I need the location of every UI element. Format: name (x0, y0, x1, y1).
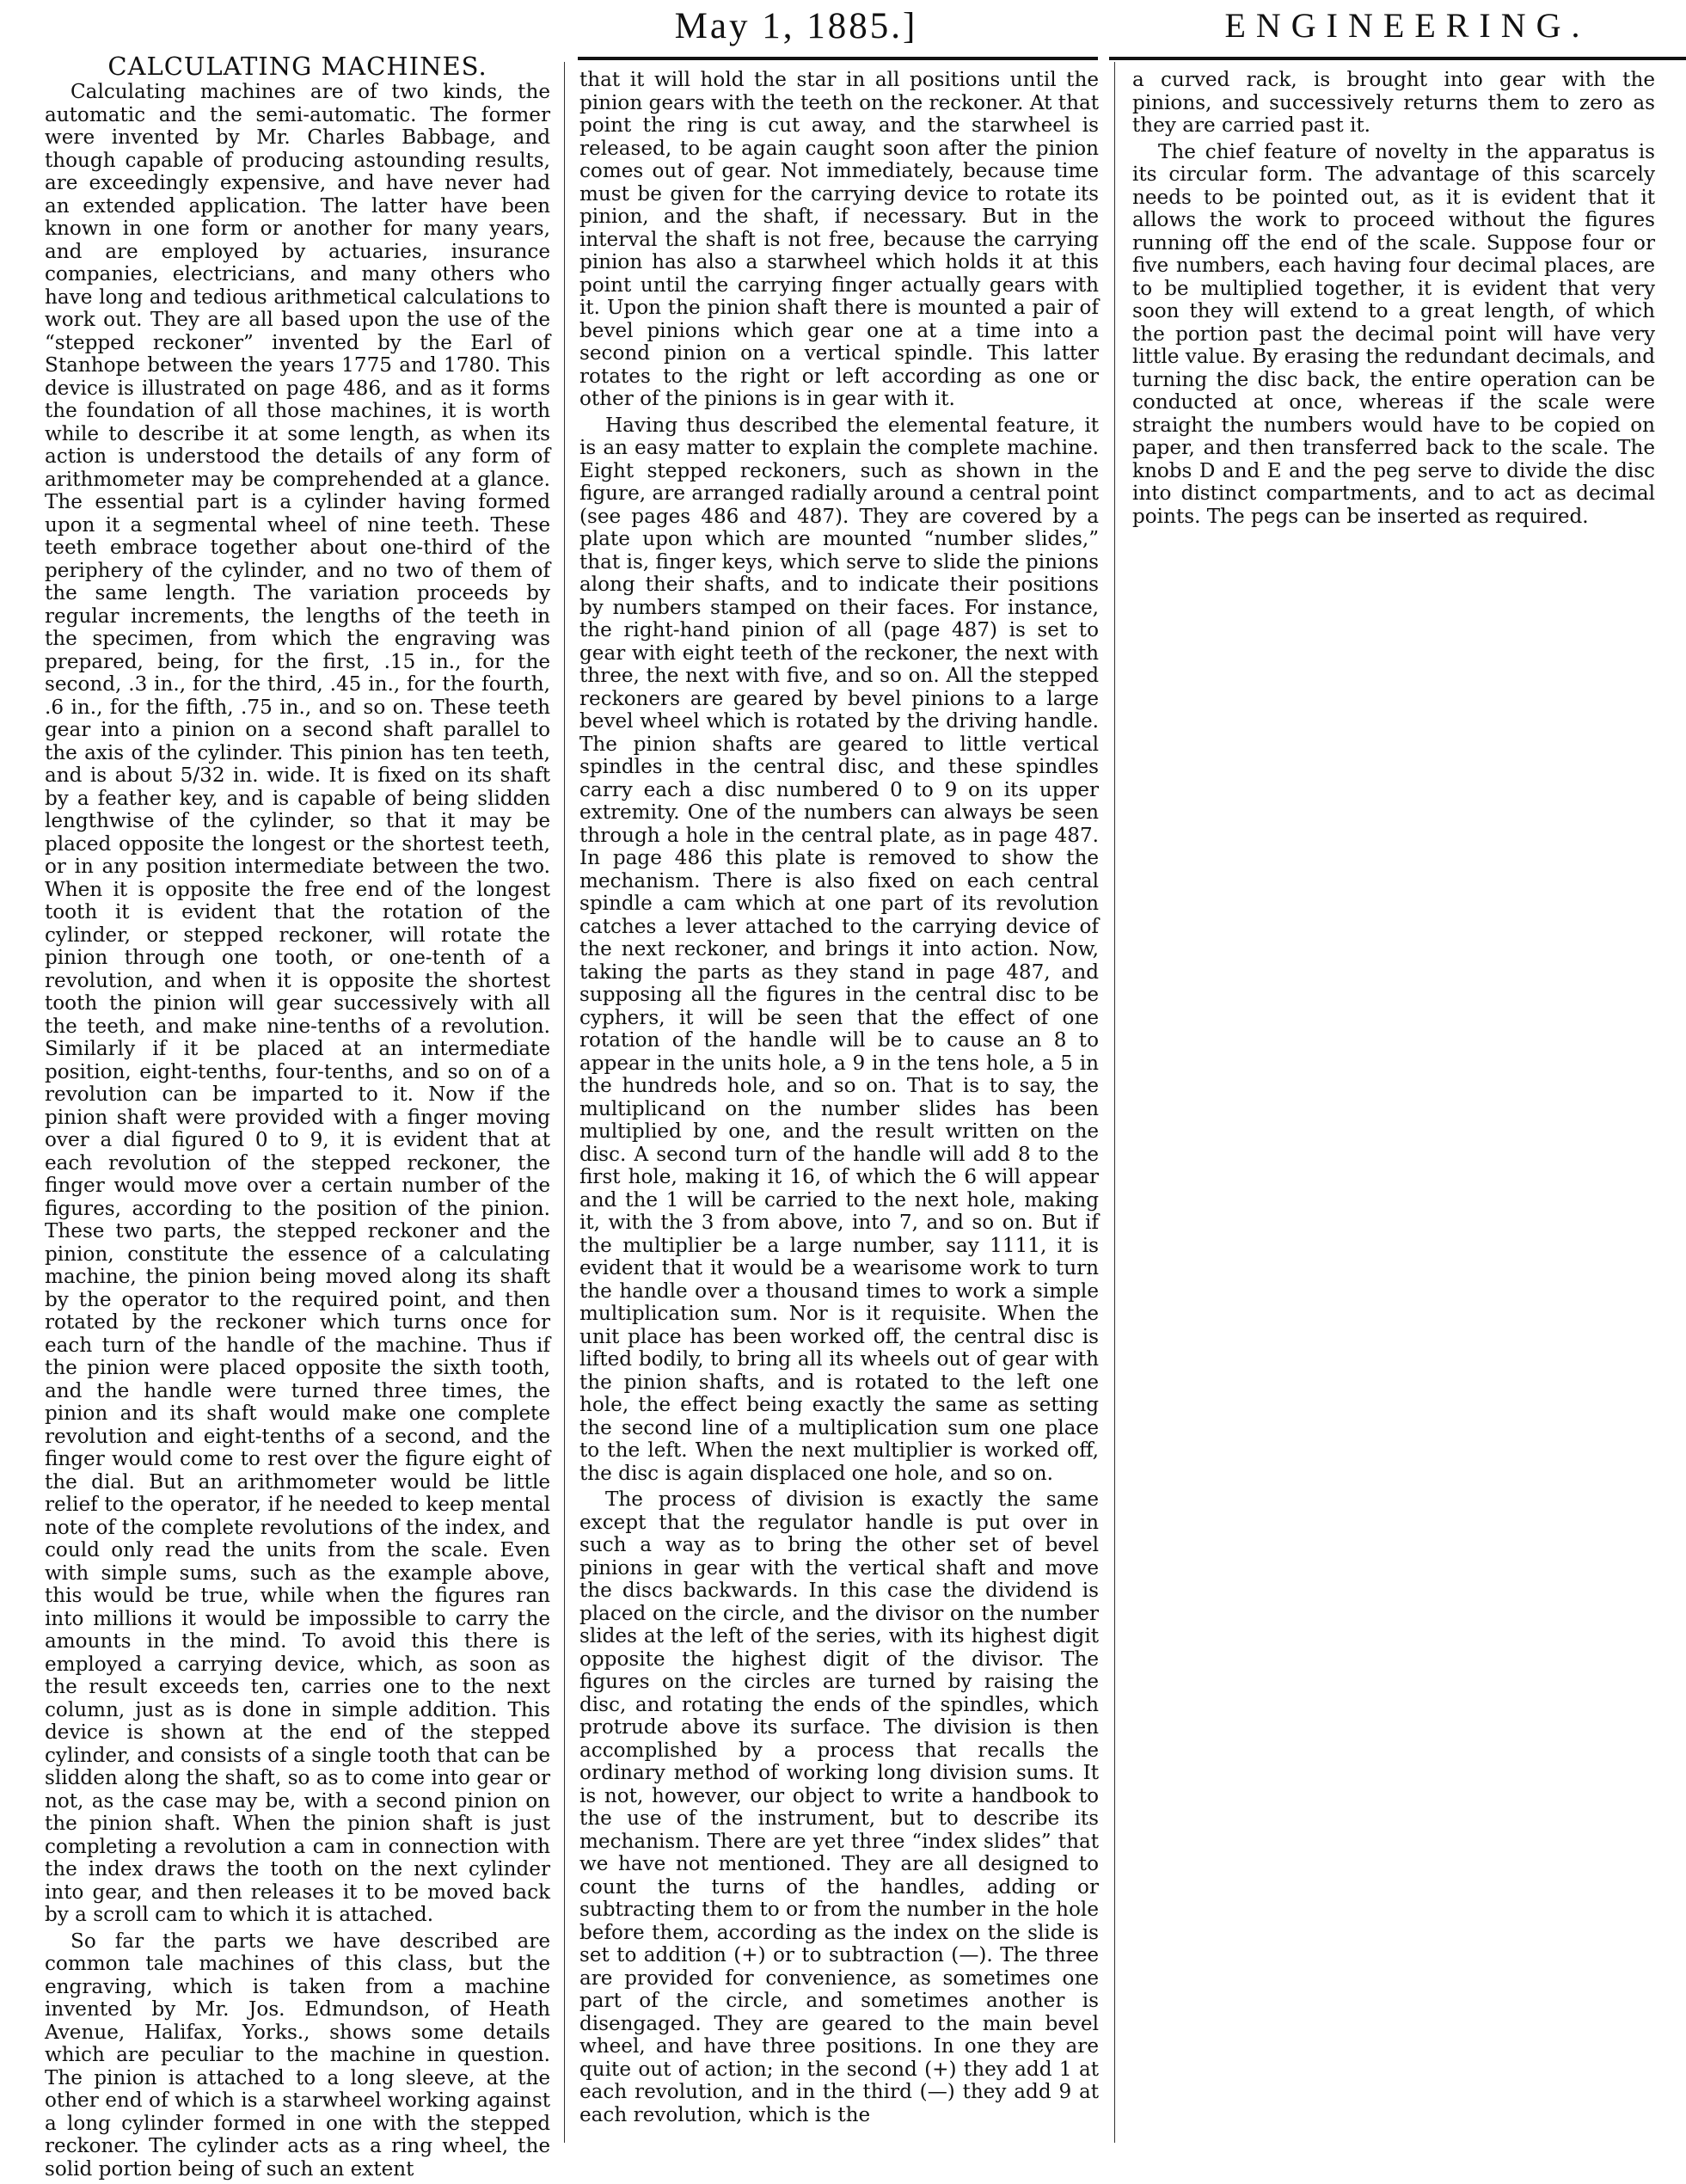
header-rule-right (1109, 57, 1686, 60)
paragraph: that it will hold the star in all positions until the pinion gears with the teeth on the reckoner. At that point the ring is cut away, and the starwheel is released, to be again caught soon after the pinion comes out of gear. Not immediately, because time must be given for the carrying device to rotate its pinion, and the shaft, if necessary. But in the interval the shaft is not free, because the carrying pinion has also a starwheel which holds it at this point until the carrying finger actually gears with it. Upon the pinion shaft there is mounted a pair of bevel pinions which gear one at a time into a second pinion on a vertical spindle. This latter rotates to the right or left according as one or other of the pinions is in gear with it. (579, 69, 1099, 410)
paragraph: Having thus described the elemental feature, it is an easy matter to explain the complete machine. Eight stepped reckoners, such as shown in the figure, are arranged radially around a central point (see pages 486 and 487). They are covered by a plate upon which are mounted “number slides,” that is, finger keys, which serve to slide the pinions along their shafts, and to indicate their positions by numbers stamped on their faces. For instance, the right-hand pinion of all (page 487) is set to gear with eight teeth of the reckoner, the next with three, the next with five, and so on. All the stepped reckoners are geared by bevel pinions to a large bevel wheel which is rotated by the driving handle. The pinion shafts are geared to little vertical spindles in the central disc, and these spindles carry each a disc numbered 0 to 9 on its upper extremity. One of the numbers can always be seen through a hole in the central plate, as in page 487. In page 486 this plate is removed to show the mechanism. There is also fixed on each central spindle a cam which at one part of its revolution catches a lever attached to the carrying device of the next reckoner, and brings it into action. Now, taking the parts as they stand in page 487, and supposing all the figures in the central disc to be cyphers, it will be seen that the effect of one rotation of the handle will be to cause an 8 to appear in the units hole, a 9 in the tens hole, a 5 in the hundreds hole, and so on. That is to say, the multiplicand on the number slides has been multiplied by one, and the result written on the disc. A second turn of the handle will add 8 to the first hole, making it 16, of which the 6 will appear and the 1 will be carried to the next hole, making it, with the 3 from above, into 7, and so on. But if the multiplier be a large number, say 1111, it is evident that it would be a wearisome work to turn the handle over a thousand times to work a simple multiplication sum. Nor is it requisite. When the unit place has been worked off, the central disc is lifted bodily, to bring all its wheels out of gear with the pinion shafts, and is rotated to the left one hole, the effect being exactly the same as setting the second line of a multiplication sum one place to the left. When the next multiplier is worked off, the disc is again displaced one hole, and so on. (579, 414, 1099, 1485)
page-date: May 1, 1885.] (674, 6, 918, 46)
paragraph: a curved rack, is brought into gear with the pinions, and successively returns them to zero as they are carried past it. (1132, 69, 1655, 137)
column-divider-left (564, 62, 565, 2143)
column-divider-right (1114, 62, 1115, 2143)
publication-title: ENGINEERING. (1224, 6, 1591, 45)
article-column-2 (579, 69, 1099, 2130)
article-title: CALCULATING MACHINES. (107, 52, 487, 81)
paragraph: The process of division is exactly the same except that the regulator handle is put over in such a way as to bring the other set of bevel pinions in gear with the vertical shaft and move the discs backwards. In this case the dividend is placed on the circle, and the divisor on the number slides at the left of the series, with its highest digit opposite the highest digit of the divisor. The figures on the circles are turned by raising the disc, and rotating the ends of the spindles, which protrude above its surface. The division is then accomplished by a process that recalls the ordinary method of working long division sums. It is not, however, our object to write a handbook to the use of the instrument, but to describe its mechanism. There are yet three “index slides” that we have not mentioned. They are all designed to count the turns of the handles, adding or subtracting them to or from the number in the hole before them, according as the index on the slide is set to addition (+) or to subtraction (—). The three are provided for convenience, as sometimes one part of the circle, and sometimes another is disengaged. They are geared to the main bevel wheel, and have three positions. In one they are quite out of action; in the second (+) they add 1 at each revolution, and in the third (—) they add 9 at each revolution, which is the (579, 1488, 1099, 2126)
paragraph: Calculating machines are of two kinds, the automatic and the semi-automatic. The former were invented by Mr. Charles Babbage, and though capable of producing astounding results, are exceedingly expensive, and have never had an extended application. The latter have been known in one form or another for many years, and are employed by actuaries, insurance companies, electricians, and many others who have long and tedious arithmetical calculations to work out. They are all based upon the use of the “stepped reckoner” invented by the Earl of Stanhope between the years 1775 and 1780. This device is illustrated on page 486, and as it forms the foundation of all those machines, it is worth while to describe it at some length, as when its action is understood the details of any form of arithmometer may be comprehended at a glance. The essential part is a cylinder having formed upon it a segmental wheel of nine teeth. These teeth embrace together about one-third of the periphery of the cylinder, and no two of them of the same length. The variation proceeds by regular increments, the lengths of the teeth in the specimen, from which the engraving was prepared, being, for the first, .15 in., for the second, .3 in., for the third, .45 in., for the fourth, .6 in., for the fifth, .75 in., and so on. These teeth gear into a pinion on a second shaft parallel to the axis of the cylinder. This pinion has ten teeth, and is about 5/32 in. wide. It is fixed on its shaft by a feather key, and is capable of being slidden lengthwise of the cylinder, so that it may be placed opposite the longest or the shortest teeth, or in any position intermediate between the two. When it is opposite the free end of the longest tooth it is evident that the rotation of the cylinder, or stepped reckoner, will rotate the pinion through one tooth, or one-tenth of a revolution, and when it is opposite the shortest tooth the pinion will gear successively with all the teeth, and make nine-tenths of a revolution. Similarly if it be placed at an intermediate position, eight-tenths, four-tenths, and so on of a revolution can be imparted to it. Now if the pinion shaft were provided with a finger moving over a dial figured 0 to 9, it is evident that at each revolution of the stepped reckoner, the finger would move over a certain number of the figures, according to the position of the pinion. These two parts, the stepped reckoner and the pinion, constitute the essence of a calculating machine, the pinion being moved along its shaft by the operator to the required point, and then rotated by the reckoner which turns once for each turn of the handle of the machine. Thus if the pinion were placed opposite the sixth tooth, and the handle were turned three times, the pinion and its shaft would make one complete revolution and eight-tenths of a second, and the finger would come to rest over the figure eight of the dial. But an arithmometer would be little relief to the operator, if he needed to keep mental note of the complete revolutions of the index, and could only read the units from the scale. Even with simple sums, such as the example above, this would be true, while when the figures ran into millions it would be impossible to carry the amounts in the mind. To avoid this there is employed a carrying device, which, as soon as the result exceeds ten, carries one to the next column, just as is done in simple addition. This device is shown at the end of the stepped cylinder, and consists of a single tooth that can be slidden along the shaft, so as to come into gear or not, as the case may be, with a second pinion on the pinion shaft. When the pinion shaft is just completing a revolution a cam in connection with the index draws the tooth on the next cylinder into gear, and then releases it to be moved back by a scroll cam to which it is attached. (45, 81, 550, 1926)
article-column-1 (45, 53, 550, 2184)
article-column-3 (1132, 69, 1655, 531)
paragraph: The chief feature of novelty in the apparatus is its circular form. The advantage of this scarcely needs to be pointed out, as it is evident that it allows the work to proceed without the figures running off the end of the scale. Suppose four or five numbers, each having four decimal places, are to be multiplied together, it is evident that very soon they will extend to a great length, of which the portion past the decimal point will have very little value. By erasing the redundant decimals, and turning the disc back, the entire operation can be conducted at once, whereas if the scale were straight the numbers would have to be copied on paper, and then transferred back to the scale. The knobs D and E and the peg serve to divide the disc into distinct compartments, and to act as decimal points. The pegs can be inserted as required. (1132, 140, 1655, 528)
paragraph: So far the parts we have described are common tale machines of this class, but the engraving, which is taken from a machine invented by Mr. Jos. Edmundson, of Heath Avenue, Halifax, Yorks., shows some details which are peculiar to the machine in question. The pinion is attached to a long sleeve, at the other end of which is a starwheel working against a long cylinder formed in one with the stepped reckoner. The cylinder acts as a ring wheel, the solid portion being of such an extent (45, 1929, 550, 2181)
header-rule-middle (578, 57, 1098, 60)
